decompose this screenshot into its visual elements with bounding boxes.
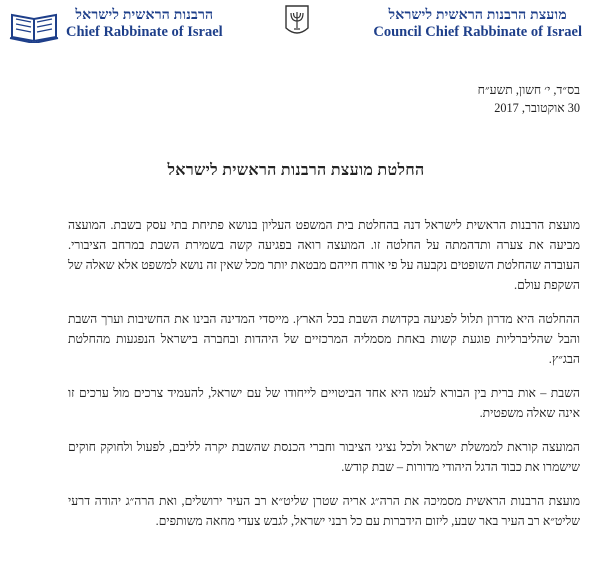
- header-right-english: Council Chief Rabbinate of Israel: [373, 24, 582, 40]
- chief-rabbinate-logo-block: [8, 7, 223, 43]
- gregorian-date: 30 אוקטובר, 2017: [494, 101, 580, 115]
- document-body: [68, 215, 580, 545]
- header-left-hebrew: הרבנות הראשית לישראל: [75, 8, 214, 23]
- paragraph: מועצת הרבנות הראשית מסמיכה את הרה״ג אריה שטרן שליט״א רב העיר ירושלים, ואת הרה״ג יהודה דרעי שליט״א רב העיר באר שבע, ליזום הידברות עם כל רבני ישראל, לגבש צעדי מחאה משותפים.: [68, 494, 580, 528]
- council-logo-block: [373, 7, 582, 41]
- header-left-english: Chief Rabbinate of Israel: [66, 24, 223, 40]
- paragraph: ההחלטה היא מדרון תלול לפגיעה בקדושת השבת בכל הארץ. מייסדי המדינה הבינו את החשיבות וערך השבת והבל שהליברליות פוגעת קשות באחת מסמליה המרכזיים של היהדות ובחברה בישראל הנפגעות מהחלטת הבג״ץ.: [68, 312, 580, 366]
- header-right-hebrew: מועצת הרבנות הראשית לישראל: [388, 8, 567, 23]
- date-block: [68, 81, 580, 117]
- hebrew-date: בס״ד, י׳ חשון, תשע״ח: [477, 83, 580, 97]
- document-title: החלטת מועצת הרבנות הראשית לישראל: [167, 162, 425, 179]
- menorah-emblem-icon: [284, 4, 310, 40]
- paragraph: השבת – אות ברית בין הבורא לעמו היא אחד הביטויים לייחודו של עם ישראל, להעמיד צרכים מול ערכים זו אינה שאלה משפטית.: [68, 386, 580, 420]
- letterhead: [0, 0, 592, 50]
- paragraph: המועצה קוראת לממשלת ישראל ולכל נציגי הציבור וחברי הכנסת שהשבת יקרה לליבם, לפעול ולחוקק חוקים שישמרו את כבוד הדגל היהודי מדורות – שבת קודש.: [68, 440, 580, 474]
- open-book-icon: [8, 7, 60, 43]
- paragraph: מועצת הרבנות הראשית לישראל דנה בהחלטת בית המשפט העליון בנושא פתיחת בתי עסק בשבת. המועצה מביעה את צערה ותדהמתה על החלטה זו. המועצה רואה בפגיעה קשה בשמירת השבת במרחב הציבורי. העובדה שהחלטת השופטים נקבעה על פי אורח חייהם מבטאת יותר מכל שאין זה נושא למשפט אלא שאלה של השקפת עולם.: [68, 218, 580, 292]
